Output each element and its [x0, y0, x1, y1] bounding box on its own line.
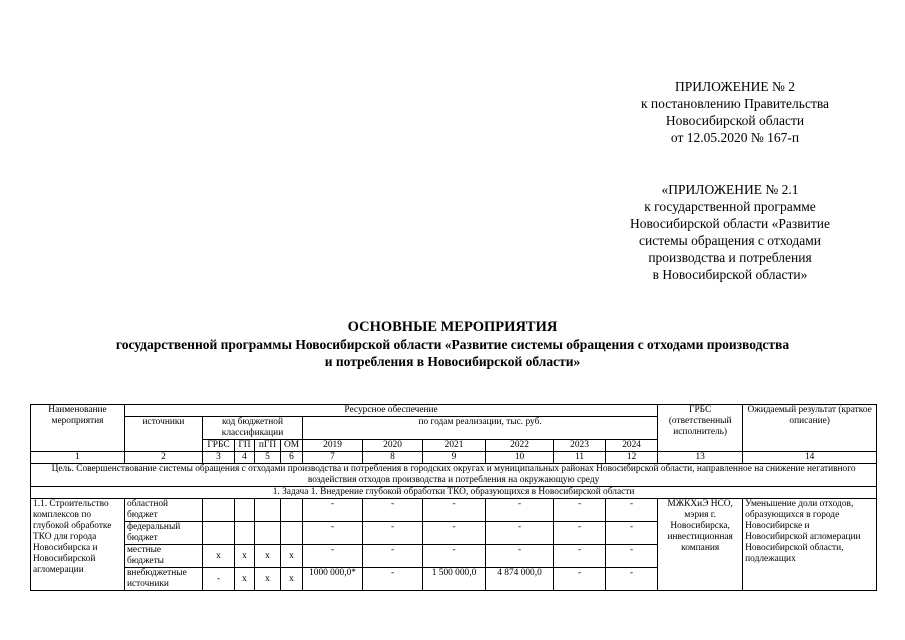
value-cell: -: [423, 522, 486, 545]
value-cell: -: [554, 568, 606, 591]
value-cell: -: [486, 522, 554, 545]
appendix-line: от 12.05.2020 № 167-п: [670, 130, 800, 145]
code-cell: х: [235, 568, 255, 591]
header-year: 2023: [554, 440, 606, 452]
measure-result: Уменьшение доли отходов, образующихся в городе Новосибирске и Новосибирской агломерации Новосибирской области, подлежащих: [743, 499, 877, 591]
appendix-line: «ПРИЛОЖЕНИЕ № 2.1: [661, 182, 799, 197]
code-cell: [281, 522, 303, 545]
measure-executor: МЖКХиЭ НСО, мэрия г. Новосибирска, инвестиционная компания: [658, 499, 743, 591]
column-number: 3: [203, 452, 235, 464]
source-name: местные бюджеты: [125, 545, 203, 568]
value-cell: -: [303, 499, 363, 522]
column-number: 5: [255, 452, 281, 464]
header-code: ГРБС: [203, 440, 235, 452]
measures-table: [30, 404, 877, 591]
code-cell: [255, 522, 281, 545]
header-code: ОМ: [281, 440, 303, 452]
value-cell: -: [606, 545, 658, 568]
appendix-line: к государственной программе: [644, 199, 816, 214]
code-cell: [235, 499, 255, 522]
value-cell: -: [606, 522, 658, 545]
header-budget-code: код бюджетной классификации: [203, 417, 303, 440]
header-year: 2020: [363, 440, 423, 452]
column-number: 4: [235, 452, 255, 464]
code-cell: х: [235, 545, 255, 568]
code-cell: [281, 499, 303, 522]
document-subtitle: и потребления в Новосибирской области»: [324, 354, 581, 369]
code-cell: х: [255, 568, 281, 591]
value-cell: -: [554, 545, 606, 568]
header-year: 2019: [303, 440, 363, 452]
code-cell: [255, 499, 281, 522]
column-number: 12: [606, 452, 658, 464]
header-code: ГП: [235, 440, 255, 452]
column-number: 14: [743, 452, 877, 464]
appendix-program-header: [590, 181, 870, 283]
appendix-line: системы обращения с отходами: [639, 233, 821, 248]
code-cell: [203, 522, 235, 545]
value-cell: -: [363, 545, 423, 568]
column-number: 1: [31, 452, 125, 464]
code-cell: х: [281, 568, 303, 591]
header-year: 2022: [486, 440, 554, 452]
appendix-line: Новосибирской области: [665, 113, 805, 128]
value-cell: -: [486, 499, 554, 522]
value-cell: -: [606, 499, 658, 522]
code-cell: х: [281, 545, 303, 568]
appendix-line: в Новосибирской области»: [652, 267, 808, 282]
header-year: 2021: [423, 440, 486, 452]
value-cell: -: [303, 545, 363, 568]
code-cell: -: [203, 568, 235, 591]
value-cell: -: [363, 499, 423, 522]
column-number: 11: [554, 452, 606, 464]
header-code: пГП: [255, 440, 281, 452]
header-grbs-responsible: ГРБС (ответственный исполнитель): [658, 405, 743, 452]
header-sources: источники: [125, 417, 203, 452]
value-cell: 4 874 000,0: [486, 568, 554, 591]
column-number: 10: [486, 452, 554, 464]
document-subtitle: государственной программы Новосибирской области «Развитие системы обращения с отходами производства: [115, 337, 790, 352]
appendix-line: ПРИЛОЖЕНИЕ № 2: [674, 79, 796, 94]
source-name: областной бюджет: [125, 499, 203, 522]
code-cell: [235, 522, 255, 545]
code-cell: х: [203, 545, 235, 568]
task-row: 1. Задача 1. Внедрение глубокой обработки ТКО, образующихся в Новосибирской области: [31, 487, 877, 499]
column-number: 6: [281, 452, 303, 464]
value-cell: -: [606, 568, 658, 591]
header-name: Наименование мероприятия: [31, 405, 125, 452]
value-cell: -: [303, 522, 363, 545]
value-cell: -: [423, 499, 486, 522]
appendix-line: производства и потребления: [648, 250, 812, 265]
column-number: 9: [423, 452, 486, 464]
value-cell: -: [423, 545, 486, 568]
code-cell: [203, 499, 235, 522]
value-cell: -: [363, 522, 423, 545]
header-expected-result: Ожидаемый результат (краткое описание): [743, 405, 877, 452]
column-number: 2: [125, 452, 203, 464]
column-number: 7: [303, 452, 363, 464]
column-number: 8: [363, 452, 423, 464]
header-year: 2024: [606, 440, 658, 452]
document-title: ОСНОВНЫЕ МЕРОПРИЯТИЯ: [347, 319, 558, 335]
code-cell: х: [255, 545, 281, 568]
value-cell: -: [554, 522, 606, 545]
header-resource: Ресурсное обеспечение: [125, 405, 658, 417]
goal-row: Цель. Совершенствование системы обращения с отходами производства и потребления в городских округах и муниципальных районах Новосибирской области, направленное на снижение негативного воздействия отходов производства и потребления на окружающую среду: [31, 464, 877, 487]
value-cell: -: [554, 499, 606, 522]
measure-name: 1.1. Строительство комплексов по глубокой обработке ТКО для города Новосибирска и Новосибирской агломерации: [31, 499, 125, 591]
column-number: 13: [658, 452, 743, 464]
value-cell: -: [363, 568, 423, 591]
appendix-line: к постановлению Правительства: [640, 96, 830, 111]
document-heading: [40, 319, 865, 370]
source-name: федеральный бюджет: [125, 522, 203, 545]
appendix-line: Новосибирской области «Развитие: [630, 216, 830, 231]
value-cell: -: [486, 545, 554, 568]
value-cell: 1 500 000,0: [423, 568, 486, 591]
appendix-header: [600, 78, 870, 146]
value-cell: 1000 000,0*: [303, 568, 363, 591]
source-name: внебюджетные источники: [125, 568, 203, 591]
header-by-years: по годам реализации, тыс. руб.: [303, 417, 658, 440]
